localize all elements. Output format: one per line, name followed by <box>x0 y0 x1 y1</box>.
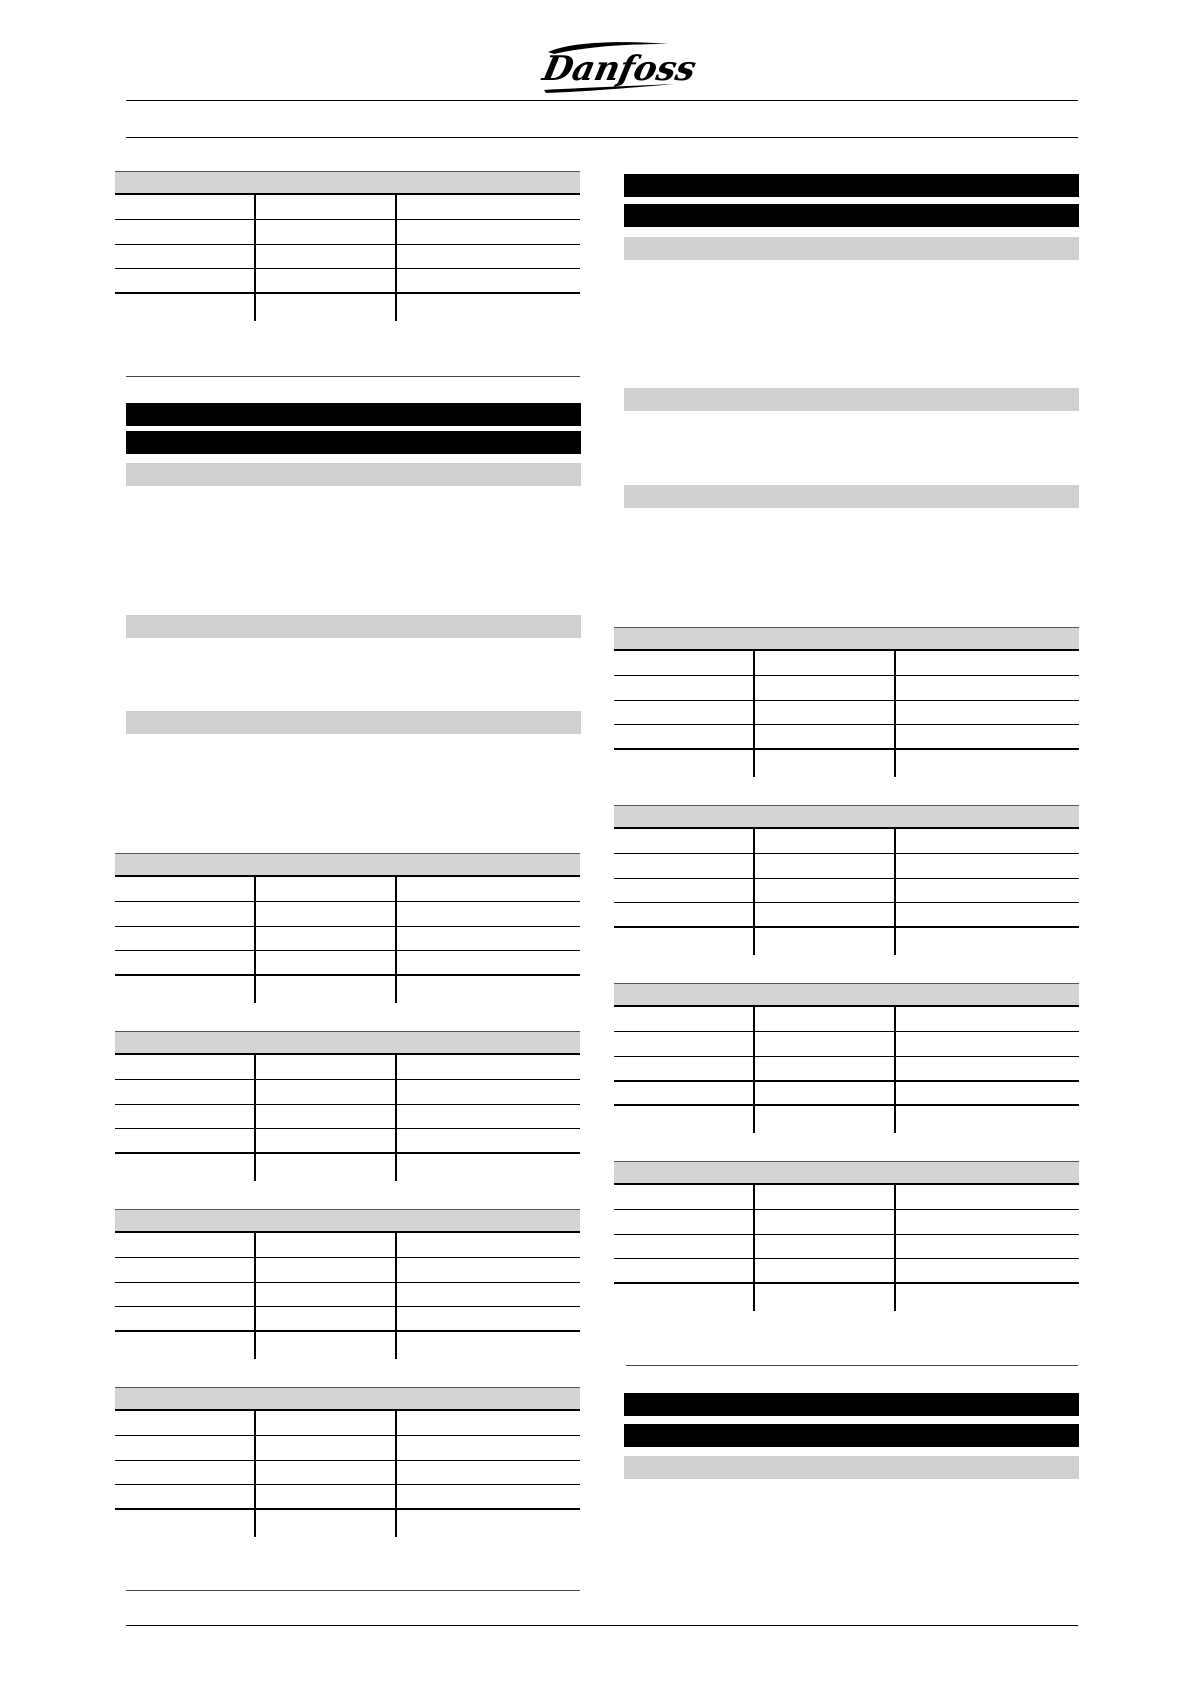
table-row <box>614 853 1079 854</box>
table-header <box>115 1387 580 1411</box>
header-rule-bottom <box>126 137 1078 138</box>
column-divider <box>894 1007 896 1133</box>
table-row <box>115 1104 580 1105</box>
parameter-heading <box>126 615 581 638</box>
section-title-bar <box>624 174 1079 197</box>
logo-text: Danfoss <box>539 49 700 89</box>
parameter-heading <box>624 1456 1079 1479</box>
table-header <box>614 1161 1079 1185</box>
section-title-bar <box>624 1393 1079 1416</box>
section-divider <box>126 1590 580 1591</box>
table-row <box>614 675 1079 676</box>
section-subtitle-bar <box>126 431 581 454</box>
table-row <box>614 1031 1079 1032</box>
section-subtitle-bar <box>624 204 1079 227</box>
section-divider <box>126 376 580 377</box>
table-row <box>115 1460 580 1461</box>
table-row <box>614 878 1079 879</box>
parameter-table <box>614 1161 1079 1311</box>
parameter-heading <box>126 463 581 486</box>
column-divider <box>894 1185 896 1311</box>
table-row <box>115 1128 580 1129</box>
parameter-table <box>115 1031 580 1181</box>
table-header <box>115 1209 580 1233</box>
parameter-heading <box>624 485 1079 508</box>
table-row <box>115 1079 580 1080</box>
table-row <box>614 926 1079 928</box>
column-divider <box>753 1185 755 1311</box>
table-row <box>115 1306 580 1307</box>
parameter-heading <box>624 237 1079 260</box>
table-row <box>115 950 580 951</box>
table-row <box>614 1282 1079 1284</box>
column-divider <box>753 1007 755 1133</box>
table-header <box>614 805 1079 829</box>
table-row <box>614 700 1079 701</box>
column-divider <box>753 651 755 777</box>
table-row <box>614 1080 1079 1082</box>
table-row <box>115 1435 580 1436</box>
table-header <box>614 627 1079 651</box>
table-row <box>115 1508 580 1510</box>
table-header <box>614 983 1079 1007</box>
column-divider <box>894 829 896 955</box>
column-divider <box>395 1411 397 1537</box>
table-row <box>115 1152 580 1154</box>
table-row <box>115 292 580 294</box>
parameter-table <box>115 1387 580 1537</box>
section-title-bar <box>126 403 581 426</box>
table-row <box>614 748 1079 750</box>
column-divider <box>395 195 397 321</box>
column-divider <box>395 1233 397 1359</box>
parameter-table <box>115 1209 580 1359</box>
table-row <box>614 1234 1079 1235</box>
column-divider <box>254 1055 256 1181</box>
column-divider <box>254 1411 256 1537</box>
table-row <box>614 724 1079 725</box>
parameter-table <box>614 805 1079 955</box>
parameter-table <box>115 171 580 321</box>
table-row <box>614 1056 1079 1057</box>
parameter-heading <box>126 711 581 734</box>
table-row <box>115 926 580 927</box>
column-divider <box>254 195 256 321</box>
column-divider <box>894 651 896 777</box>
section-divider <box>626 1365 1078 1366</box>
table-row <box>614 1209 1079 1210</box>
table-row <box>614 902 1079 903</box>
column-divider <box>254 1233 256 1359</box>
table-row <box>115 1257 580 1258</box>
footer-rule <box>126 1625 1078 1626</box>
danfoss-logo <box>530 38 700 94</box>
table-row <box>115 901 580 902</box>
parameter-table <box>614 983 1079 1133</box>
parameter-table <box>614 627 1079 777</box>
column-divider <box>254 877 256 1003</box>
section-subtitle-bar <box>624 1424 1079 1447</box>
parameter-table <box>115 853 580 1003</box>
table-row <box>115 219 580 220</box>
table-row <box>115 1330 580 1332</box>
table-row <box>115 974 580 976</box>
table-row <box>115 1484 580 1485</box>
header-rule-top <box>126 100 1078 101</box>
parameter-heading <box>624 388 1079 411</box>
column-divider <box>395 877 397 1003</box>
table-row <box>115 244 580 245</box>
table-row <box>115 268 580 269</box>
table-row <box>614 1104 1079 1106</box>
table-row <box>614 1258 1079 1259</box>
table-header <box>115 853 580 877</box>
table-header <box>115 171 580 195</box>
table-header <box>115 1031 580 1055</box>
table-row <box>115 1282 580 1283</box>
column-divider <box>753 829 755 955</box>
column-divider <box>395 1055 397 1181</box>
